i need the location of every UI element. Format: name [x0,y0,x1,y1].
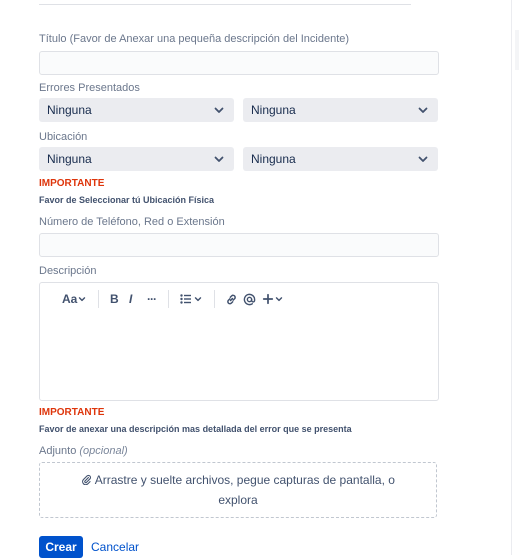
plus-icon [262,293,274,305]
description-label: Descripción [39,265,97,277]
phone-label: Número de Teléfono, Red o Extensión [39,216,225,228]
dropzone-instructions: Arrastre y suelte archivos, pegue capturas de pantalla, o [94,473,395,487]
title-label: Título (Favor de Anexar una pequeña descripción del Incidente) [39,33,350,45]
scrollbar-thumb[interactable] [515,30,519,70]
title-input[interactable] [39,51,439,75]
attachment-label-text: Adjunto [39,445,77,457]
editor-toolbar [40,283,438,315]
description-editor[interactable] [39,282,439,401]
cancel-link[interactable]: Cancelar [91,540,140,554]
bold-button[interactable] [110,291,119,307]
text-style-label: Aa [62,292,78,306]
location-select-secondary-value: Ninguna [251,152,296,166]
errors-select-secondary-value: Ninguna [251,103,296,117]
chevron-down-icon [416,103,430,117]
errors-label: Errores Presentados [39,82,140,94]
location-note: Favor de Seleccionar tú Ubicación Física [39,195,215,205]
phone-input[interactable] [39,233,439,257]
description-text-area[interactable] [40,315,438,400]
errors-select-primary-value: Ninguna [47,103,92,117]
description-note: Favor de anexar una descripción mas detallada del error que se presenta [39,424,352,434]
errors-select-primary[interactable] [39,98,234,122]
chevron-down-icon [416,152,430,166]
bold-label: B [110,292,119,306]
more-formatting-button[interactable] [147,291,156,307]
location-select-secondary[interactable] [243,147,438,171]
link-button[interactable] [225,291,238,307]
attachment-optional-text: (opcional) [79,445,128,457]
attachment-label [39,445,128,457]
chevron-down-icon [193,294,203,304]
chevron-down-icon [212,103,226,117]
chevron-down-icon [212,152,226,166]
attachment-dropzone[interactable] [39,462,437,518]
chevron-down-icon [77,294,87,304]
important-label-location: IMPORTANTE [39,178,105,189]
italic-button[interactable] [129,291,132,307]
insert-button[interactable] [262,291,284,307]
toolbar-divider [168,290,169,308]
toolbar-divider [98,290,99,308]
location-select-primary[interactable] [39,147,234,171]
text-style-button[interactable] [62,291,87,307]
create-button[interactable]: Crear [39,536,83,558]
location-label: Ubicación [39,131,88,143]
more-formatting-label: ··· [147,292,156,306]
location-select-primary-value: Ninguna [47,152,92,166]
top-divider [39,4,411,5]
list-button[interactable] [179,291,203,307]
errors-select-secondary[interactable] [243,98,438,122]
mention-icon [243,293,256,306]
chevron-down-icon [274,294,284,304]
italic-label: I [129,292,133,306]
scroll-edge [511,0,512,555]
mention-button[interactable] [243,291,256,307]
link-icon [225,293,238,306]
bullet-list-icon [179,292,193,306]
important-label-description: IMPORTANTE [39,407,105,418]
toolbar-divider [214,290,215,308]
paperclip-icon [81,474,92,485]
dropzone-line-1 [40,470,436,490]
dropzone-browse-link[interactable]: explora [218,493,258,507]
